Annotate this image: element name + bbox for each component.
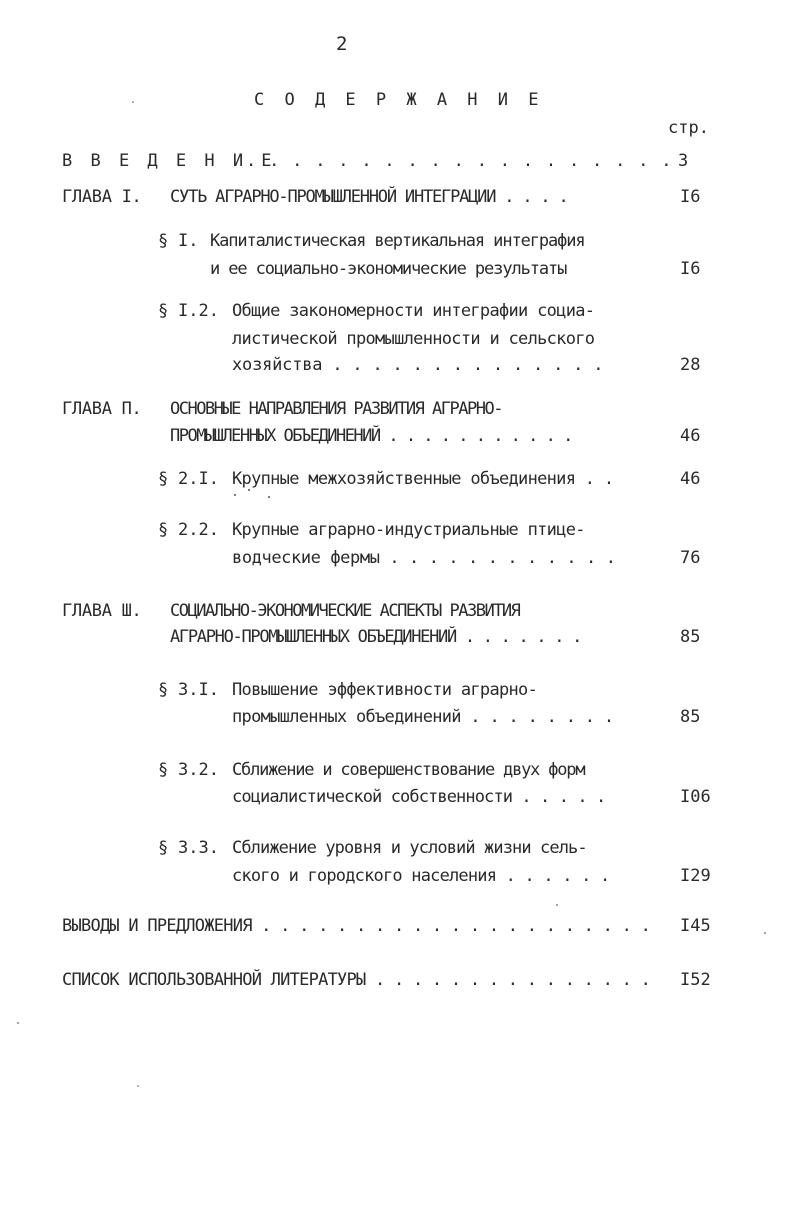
page-number: 2 xyxy=(336,33,348,55)
section-number: I. xyxy=(178,231,199,251)
toc-chapter-label: ГЛАВА I. xyxy=(62,187,142,207)
section-number: 3.2. xyxy=(178,760,219,780)
scan-speck xyxy=(268,496,270,498)
section-title-line: Крупные аграрно-индустриальные птице- xyxy=(232,520,585,540)
section-number: I.2. xyxy=(178,301,219,321)
section-title-line: социалистической собственности . . . . . xyxy=(232,787,606,807)
toc-page: 85 xyxy=(680,627,701,647)
section-title-line: Сближение и совершенствование двух форм xyxy=(232,760,585,780)
scan-speck xyxy=(764,932,766,934)
section-sign: § xyxy=(158,301,169,321)
toc-page: 85 xyxy=(680,707,701,727)
page-title: С О Д Е Р Ж А Н И Е xyxy=(254,90,544,110)
scan-speck xyxy=(248,489,250,491)
section-number: 2.I. xyxy=(178,469,219,489)
section-title-line: Крупные межхозяйственные объединения . . xyxy=(232,469,614,489)
section-title-line: Повышение эффективности аграрно- xyxy=(232,680,538,700)
section-title-line: Общие закономерности интеграфии социа- xyxy=(232,301,595,321)
toc-label: ВЫВОДЫ И ПРЕДЛОЖЕНИЯ . . . . . . . . . . . . . . . . . . . . . xyxy=(62,916,651,936)
section-title-line: хозяйства . . . . . . . . . . . . . . xyxy=(232,355,604,375)
toc-page: 46 xyxy=(680,426,701,446)
toc-page: I06 xyxy=(680,787,711,807)
toc-chapter-title-line: ПРОМЫШЛЕННЫХ ОБЪЕДИНЕНИЙ . . . . . . . . . . . xyxy=(170,426,572,446)
toc-page: 28 xyxy=(680,355,701,375)
toc-chapter-title-line: СОЦИАЛЬНО-ЭКОНОМИЧЕСКИЕ АСПЕКТЫ РАЗВИТИЯ xyxy=(170,601,520,621)
section-number: 2.2. xyxy=(178,520,219,540)
scan-speck xyxy=(17,1022,19,1024)
toc-chapter-label: ГЛАВА П. xyxy=(62,399,142,419)
toc-page: 76 xyxy=(680,548,701,568)
section-number: 3.I. xyxy=(178,680,219,700)
section-sign: § xyxy=(158,760,169,780)
scan-speck xyxy=(132,101,134,103)
toc-label: В В Е Д Е Н И Е xyxy=(62,151,276,171)
toc-chapter-title: СУТЬ АГРАРНО-ПРОМЫШЛЕННОЙ ИНТЕГРАЦИИ . . . . xyxy=(170,187,568,207)
section-title-line: ского и городского населения . . . . . . xyxy=(232,866,610,886)
section-title-line: Сближение уровня и условий жизни сель- xyxy=(232,838,587,858)
toc-page: I6 xyxy=(680,187,701,207)
section-title-line: Капиталистическая вертикальная интеграфия xyxy=(210,231,585,251)
section-sign: § xyxy=(158,231,169,251)
section-title-line: листической промышленности и сельского xyxy=(232,329,595,349)
section-sign: § xyxy=(158,469,169,489)
toc-chapter-title-line: АГРАРНО-ПРОМЫШЛЕННЫХ ОБЪЕДИНЕНИЙ . . . . . . . xyxy=(170,627,582,647)
toc-page: I45 xyxy=(680,916,711,936)
toc-page: I6 xyxy=(680,259,701,279)
section-title-line: промышленных объединений . . . . . . . . xyxy=(232,707,614,727)
toc-page: I52 xyxy=(680,970,711,990)
toc-page: 46 xyxy=(680,469,701,489)
section-number: 3.3. xyxy=(178,838,219,858)
section-title-line: водческие фермы . . . . . . . . . . . . xyxy=(232,548,616,568)
section-sign: § xyxy=(158,838,169,858)
section-sign: § xyxy=(158,680,169,700)
section-sign: § xyxy=(158,520,169,540)
toc-chapter-title-line: ОСНОВНЫЕ НАПРАВЛЕНИЯ РАЗВИТИЯ АГРАРНО- xyxy=(170,399,502,419)
page-column-label: стр. xyxy=(668,118,709,138)
toc-chapter-label: ГЛАВА Ш. xyxy=(62,601,142,621)
toc-leaders: . . . . . . . . . . . . . . . . . . . xyxy=(246,151,673,171)
scan-speck xyxy=(556,904,558,906)
section-title-line: и ее социально-экономические результаты xyxy=(210,259,567,279)
toc-label: СПИСОК ИСПОЛЬЗОВАННОЙ ЛИТЕРАТУРЫ . . . . . . . . . . . . . . . xyxy=(62,970,651,990)
scan-speck xyxy=(137,1085,139,1087)
toc-page: I29 xyxy=(680,866,711,886)
scan-speck xyxy=(234,494,236,496)
toc-page: 3 xyxy=(678,151,689,171)
